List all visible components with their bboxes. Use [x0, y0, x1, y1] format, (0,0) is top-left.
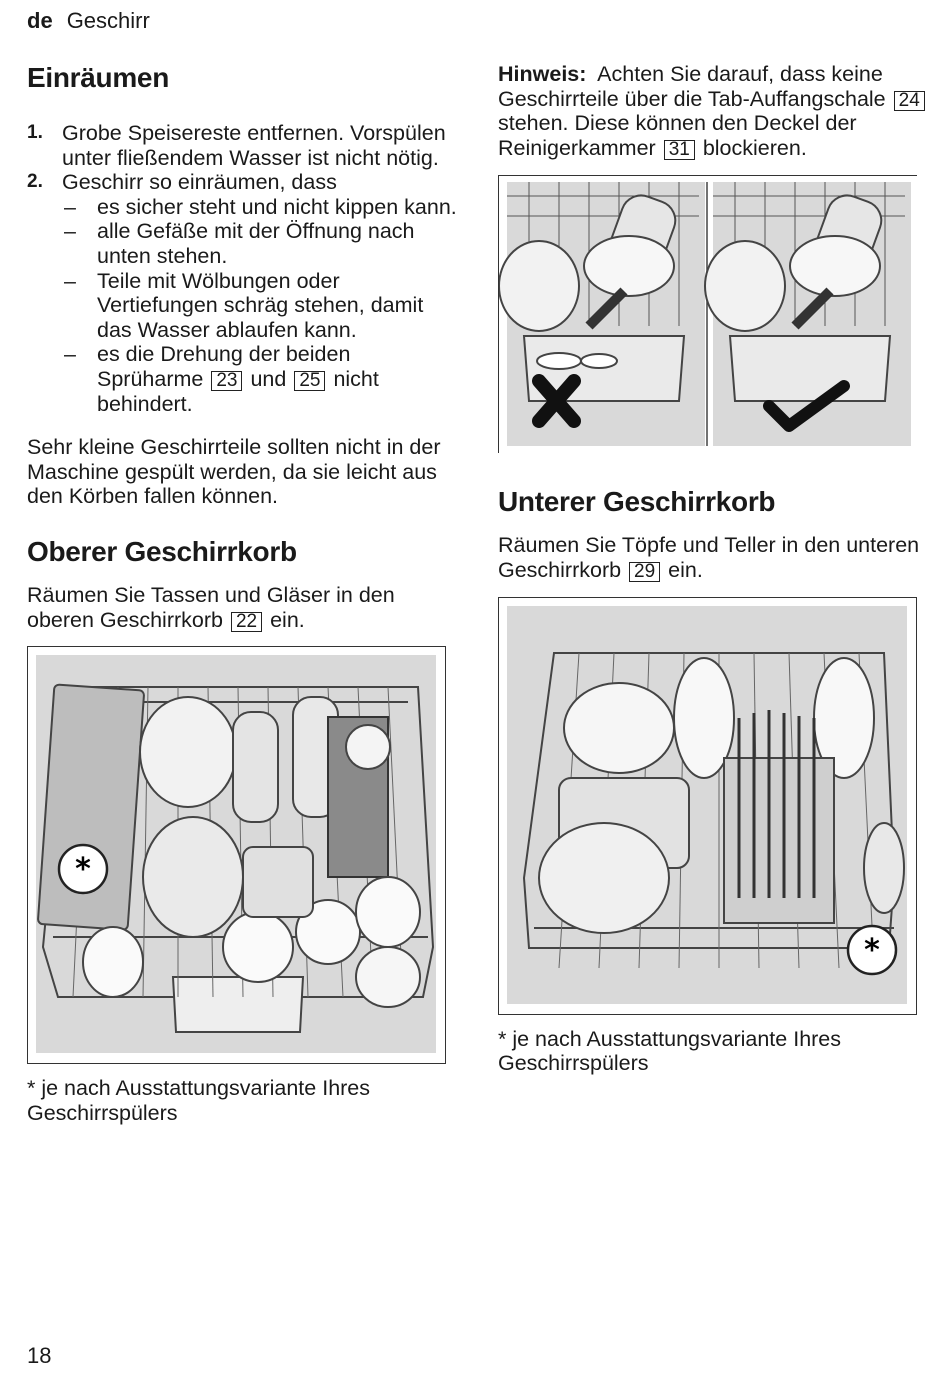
substep-text: Teile mit Wölbungen oder Vertiefungen schräg stehen, damit das Wasser ablaufen kann. [97, 268, 424, 342]
lower-basket-illustration [499, 598, 915, 1013]
note-text: blockieren. [702, 135, 807, 160]
upper-basket-illustration [28, 647, 444, 1062]
hinweis-label: Hinweis: [498, 62, 587, 86]
step-number: 2. [27, 171, 43, 193]
lower-basket-footnote: * je nach Ausstattungsvariante Ihres Geschirrspülers [498, 1026, 842, 1076]
substep-text: es die Drehung der beiden Sprüharme [97, 342, 351, 391]
substep-text: und [250, 366, 287, 391]
asterisk-label: * [864, 932, 880, 968]
asterisk-label: * [75, 852, 91, 888]
tab-tray-illustration [499, 176, 916, 452]
substep-item [62, 219, 457, 268]
reference-number: 25 [294, 371, 325, 391]
dash-marker: – [64, 342, 76, 367]
step-text: Grobe Speisereste entfernen. Vorspülen unter fließendem Wasser ist nicht nötig. [62, 121, 446, 170]
unterer-instruction [498, 533, 928, 582]
reference-number: 22 [231, 612, 262, 632]
note-text: Achten Sie darauf, dass keine Geschirrteile über die Tab-Auffangschale [498, 62, 886, 111]
upper-basket-footnote: * je nach Ausstattungsvariante Ihres Geschirrspülers [27, 1076, 371, 1125]
heading-unterer-geschirrkorb: Unterer Geschirrkorb [498, 486, 776, 518]
step-number: 1. [27, 122, 43, 143]
right-column [498, 62, 928, 1076]
heading-oberer-geschirrkorb: Oberer Geschirrkorb [27, 535, 297, 567]
dash-marker: – [64, 194, 76, 219]
step-item [27, 121, 457, 170]
page-number: 18 [27, 1343, 52, 1368]
section-name: Geschirr [66, 8, 150, 33]
tab-tray-comparison-figure [498, 175, 917, 453]
instruction-text: Räumen Sie Tassen und Gläser in den oberen Geschirrkorb [27, 582, 395, 632]
substep-text: es sicher steht und nicht kippen kann. [97, 194, 457, 219]
step-text: Geschirr so einräumen, dass [62, 170, 337, 195]
reference-number: 31 [664, 140, 695, 160]
instruction-text: ein. [668, 557, 703, 582]
substep-item [62, 195, 457, 220]
instruction-text: Räumen Sie Töpfe und Teller in den unteren Geschirrkorb [498, 533, 920, 582]
step-item [27, 170, 457, 416]
language-code: de [27, 8, 53, 33]
left-column [27, 62, 457, 1125]
upper-basket-figure [27, 646, 446, 1064]
dash-marker: – [64, 268, 76, 293]
small-items-note: Sehr kleine Geschirrteile sollten nicht in der Maschine gespült werden, da sie leicht aus den Körben fallen können. [27, 435, 441, 509]
substep-item [62, 342, 457, 416]
steps-list [27, 121, 457, 416]
reference-number: 23 [211, 371, 242, 391]
substep-item [62, 269, 457, 343]
oberer-instruction [27, 583, 457, 632]
page-header [27, 8, 150, 34]
instruction-text: ein. [270, 607, 305, 632]
reference-number: 29 [629, 562, 660, 582]
substep-text: nicht behindert. [97, 366, 379, 416]
reference-number: 24 [894, 91, 925, 111]
note-text: stehen. Diese können den Deckel der Reinigerkammer [498, 111, 857, 160]
dash-marker: – [64, 219, 76, 244]
heading-einraeumen: Einräumen [27, 62, 170, 93]
hinweis-note [498, 62, 928, 160]
substep-text: alle Gefäße mit der Öffnung nach unten stehen. [97, 219, 415, 268]
lower-basket-figure [498, 597, 917, 1015]
substeps-list [62, 195, 457, 416]
